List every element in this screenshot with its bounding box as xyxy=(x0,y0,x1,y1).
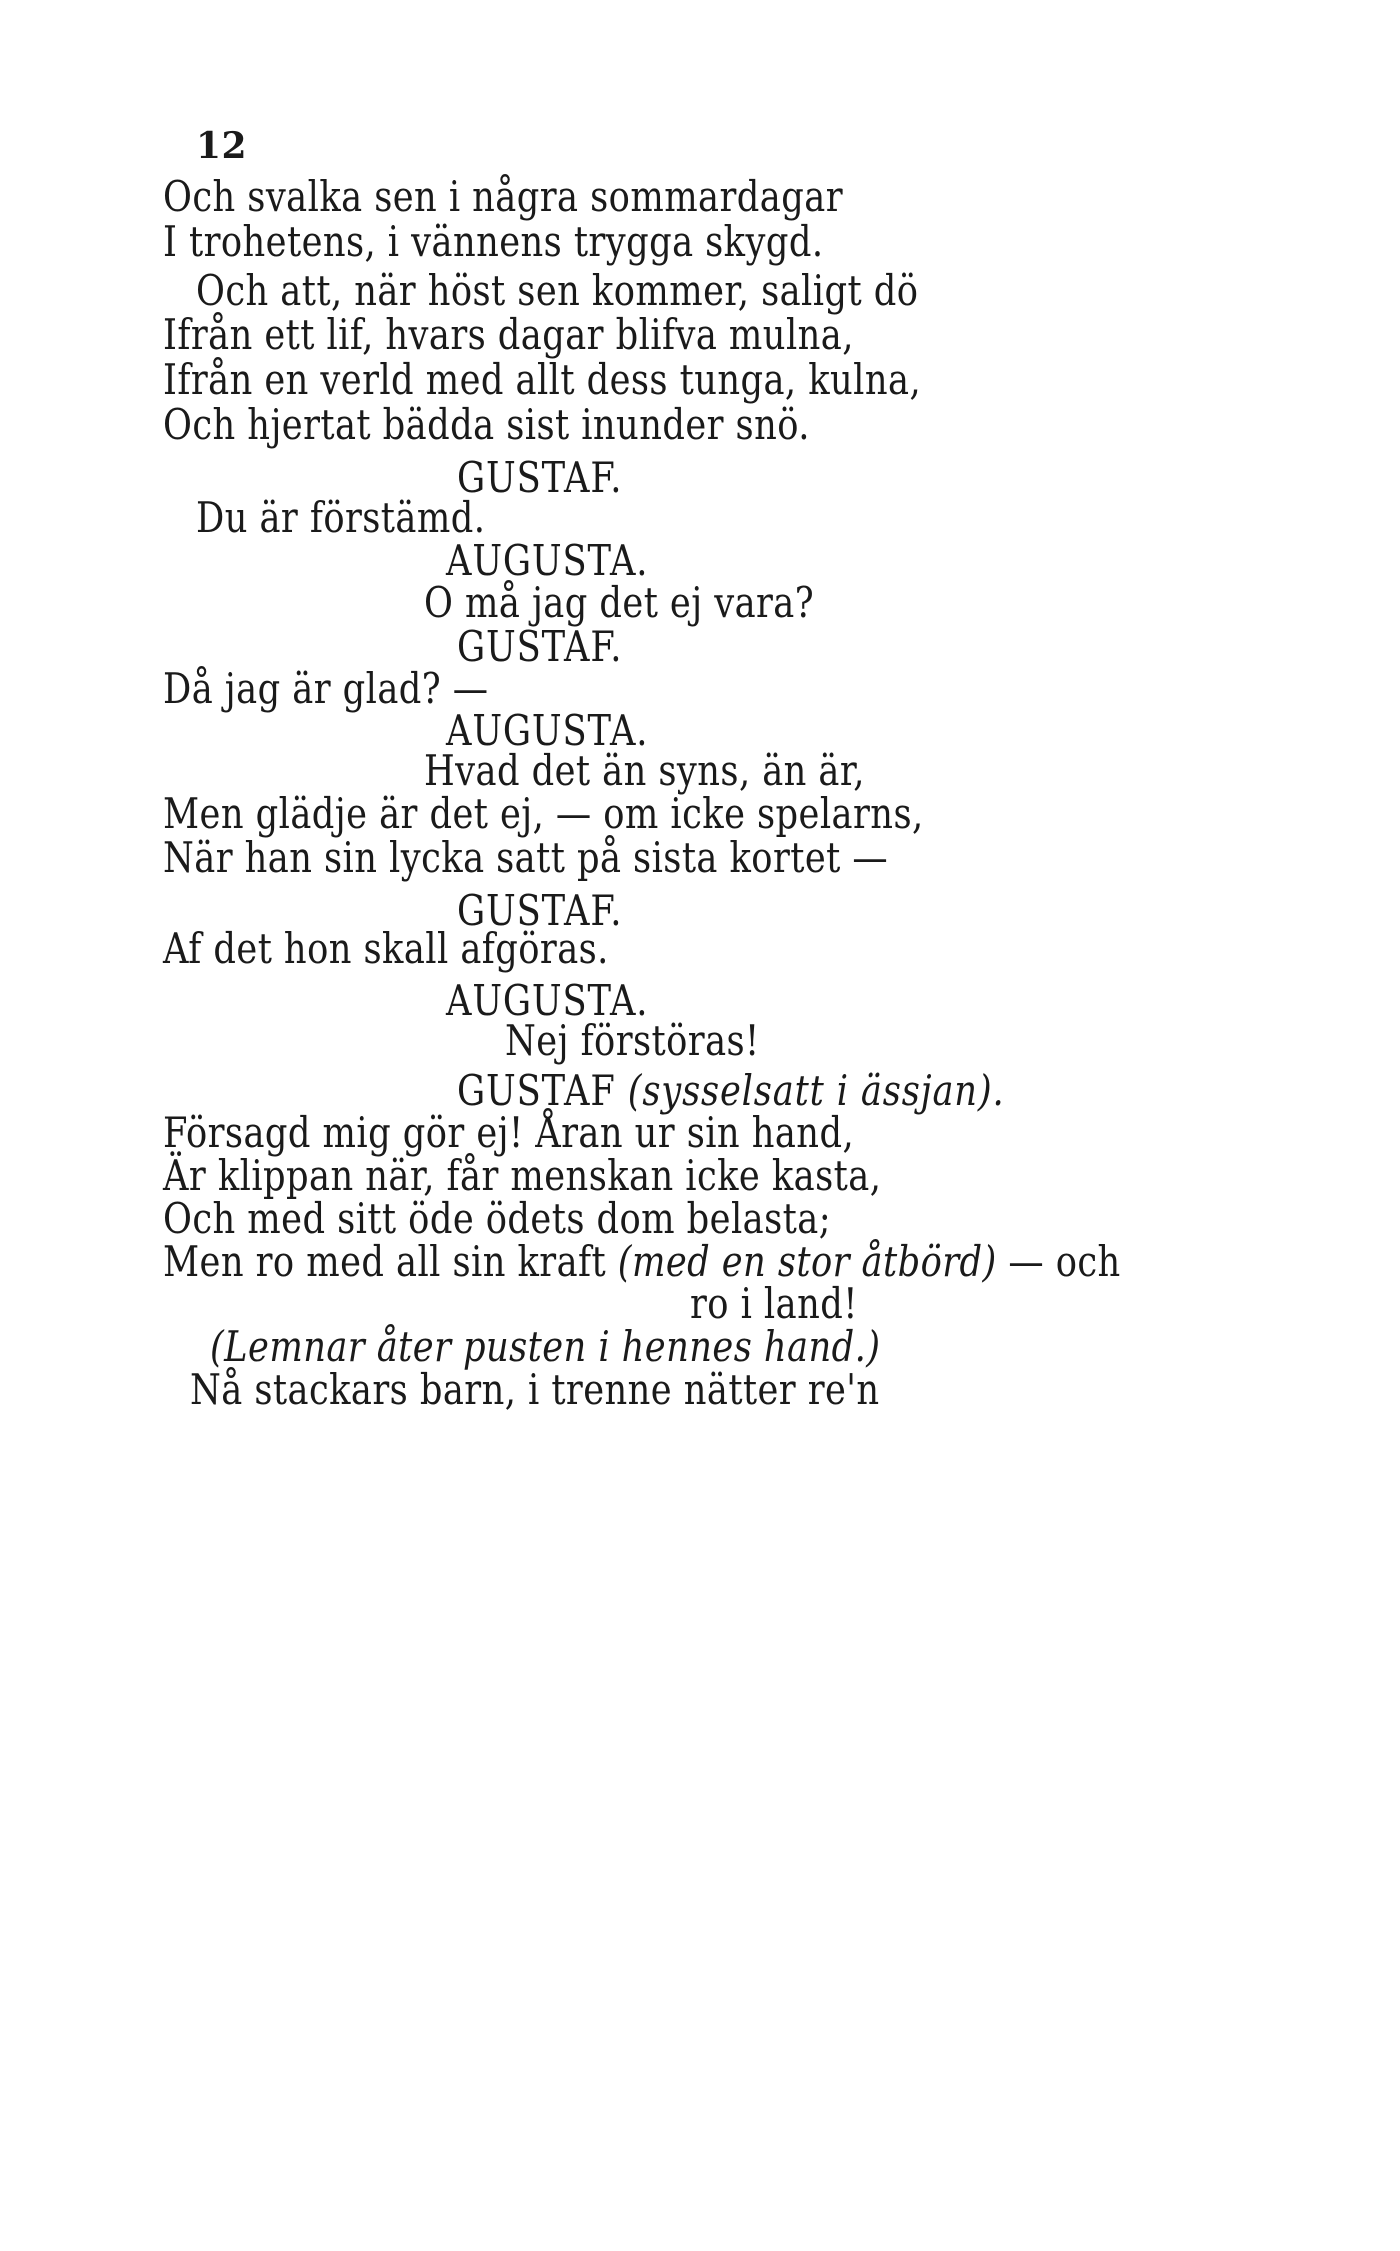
verse-line: Nå stackars barn, i trenne nätter re'n xyxy=(190,1365,880,1414)
verse-line: Nej förstöras! xyxy=(505,1016,760,1065)
speaker-name: AUGUSTA. xyxy=(446,536,649,585)
speaker-name: AUGUSTA. xyxy=(446,706,649,755)
verse-line: I trohetens, i vännens trygga skygd. xyxy=(163,217,824,266)
speaker-name: GUSTAF. xyxy=(457,886,623,935)
verse-line: Då jag är glad? — xyxy=(163,664,489,713)
verse-line: Och hjertat bädda sist inunder snö. xyxy=(163,400,810,449)
verse-line: Försagd mig gör ej! Åran ur sin hand, xyxy=(163,1108,855,1157)
verse-line: ro i land! xyxy=(690,1279,858,1328)
stage-direction: (med en stor åtbörd) xyxy=(617,1237,997,1286)
verse-line: O må jag det ej vara? xyxy=(424,578,815,627)
verse-line: När han sin lycka satt på sista kortet — xyxy=(163,833,889,882)
speaker-name: GUSTAF. xyxy=(457,622,623,671)
verse-line: Ifrån en verld med allt dess tunga, kulna, xyxy=(163,355,922,404)
page-number: 12 xyxy=(196,125,248,167)
speaker-name: AUGUSTA. xyxy=(446,976,649,1025)
speaker-label: GUSTAF xyxy=(457,1066,616,1115)
speaker-name: GUSTAF. xyxy=(457,453,623,502)
stage-direction: (sysselsatt i ässjan). xyxy=(627,1066,1005,1115)
speaker-name xyxy=(457,1066,1005,1115)
verse-line: Du är förstämd. xyxy=(196,493,486,542)
verse-line: Och svalka sen i några sommardagar xyxy=(163,172,844,221)
verse-text: Men ro med all sin kraft xyxy=(163,1237,607,1286)
verse-line: Är klippan när, får menskan icke kasta, xyxy=(163,1151,882,1200)
verse-line: Men glädje är det ej, — om icke spelarns, xyxy=(163,789,924,838)
verse-line: Och att, när höst sen kommer, saligt dö xyxy=(196,266,919,315)
stage-direction: (Lemnar åter pusten i hennes hand.) xyxy=(210,1322,881,1371)
verse-line: Och med sitt öde ödets dom belasta; xyxy=(163,1194,832,1243)
verse-line: Hvad det än syns, än är, xyxy=(424,746,865,795)
verse-line: Ifrån ett lif, hvars dagar blifva mulna, xyxy=(163,310,854,359)
verse-line: Af det hon skall afgöras. xyxy=(163,924,609,973)
verse-line xyxy=(163,1237,1121,1286)
verse-text: — och xyxy=(1008,1237,1121,1286)
